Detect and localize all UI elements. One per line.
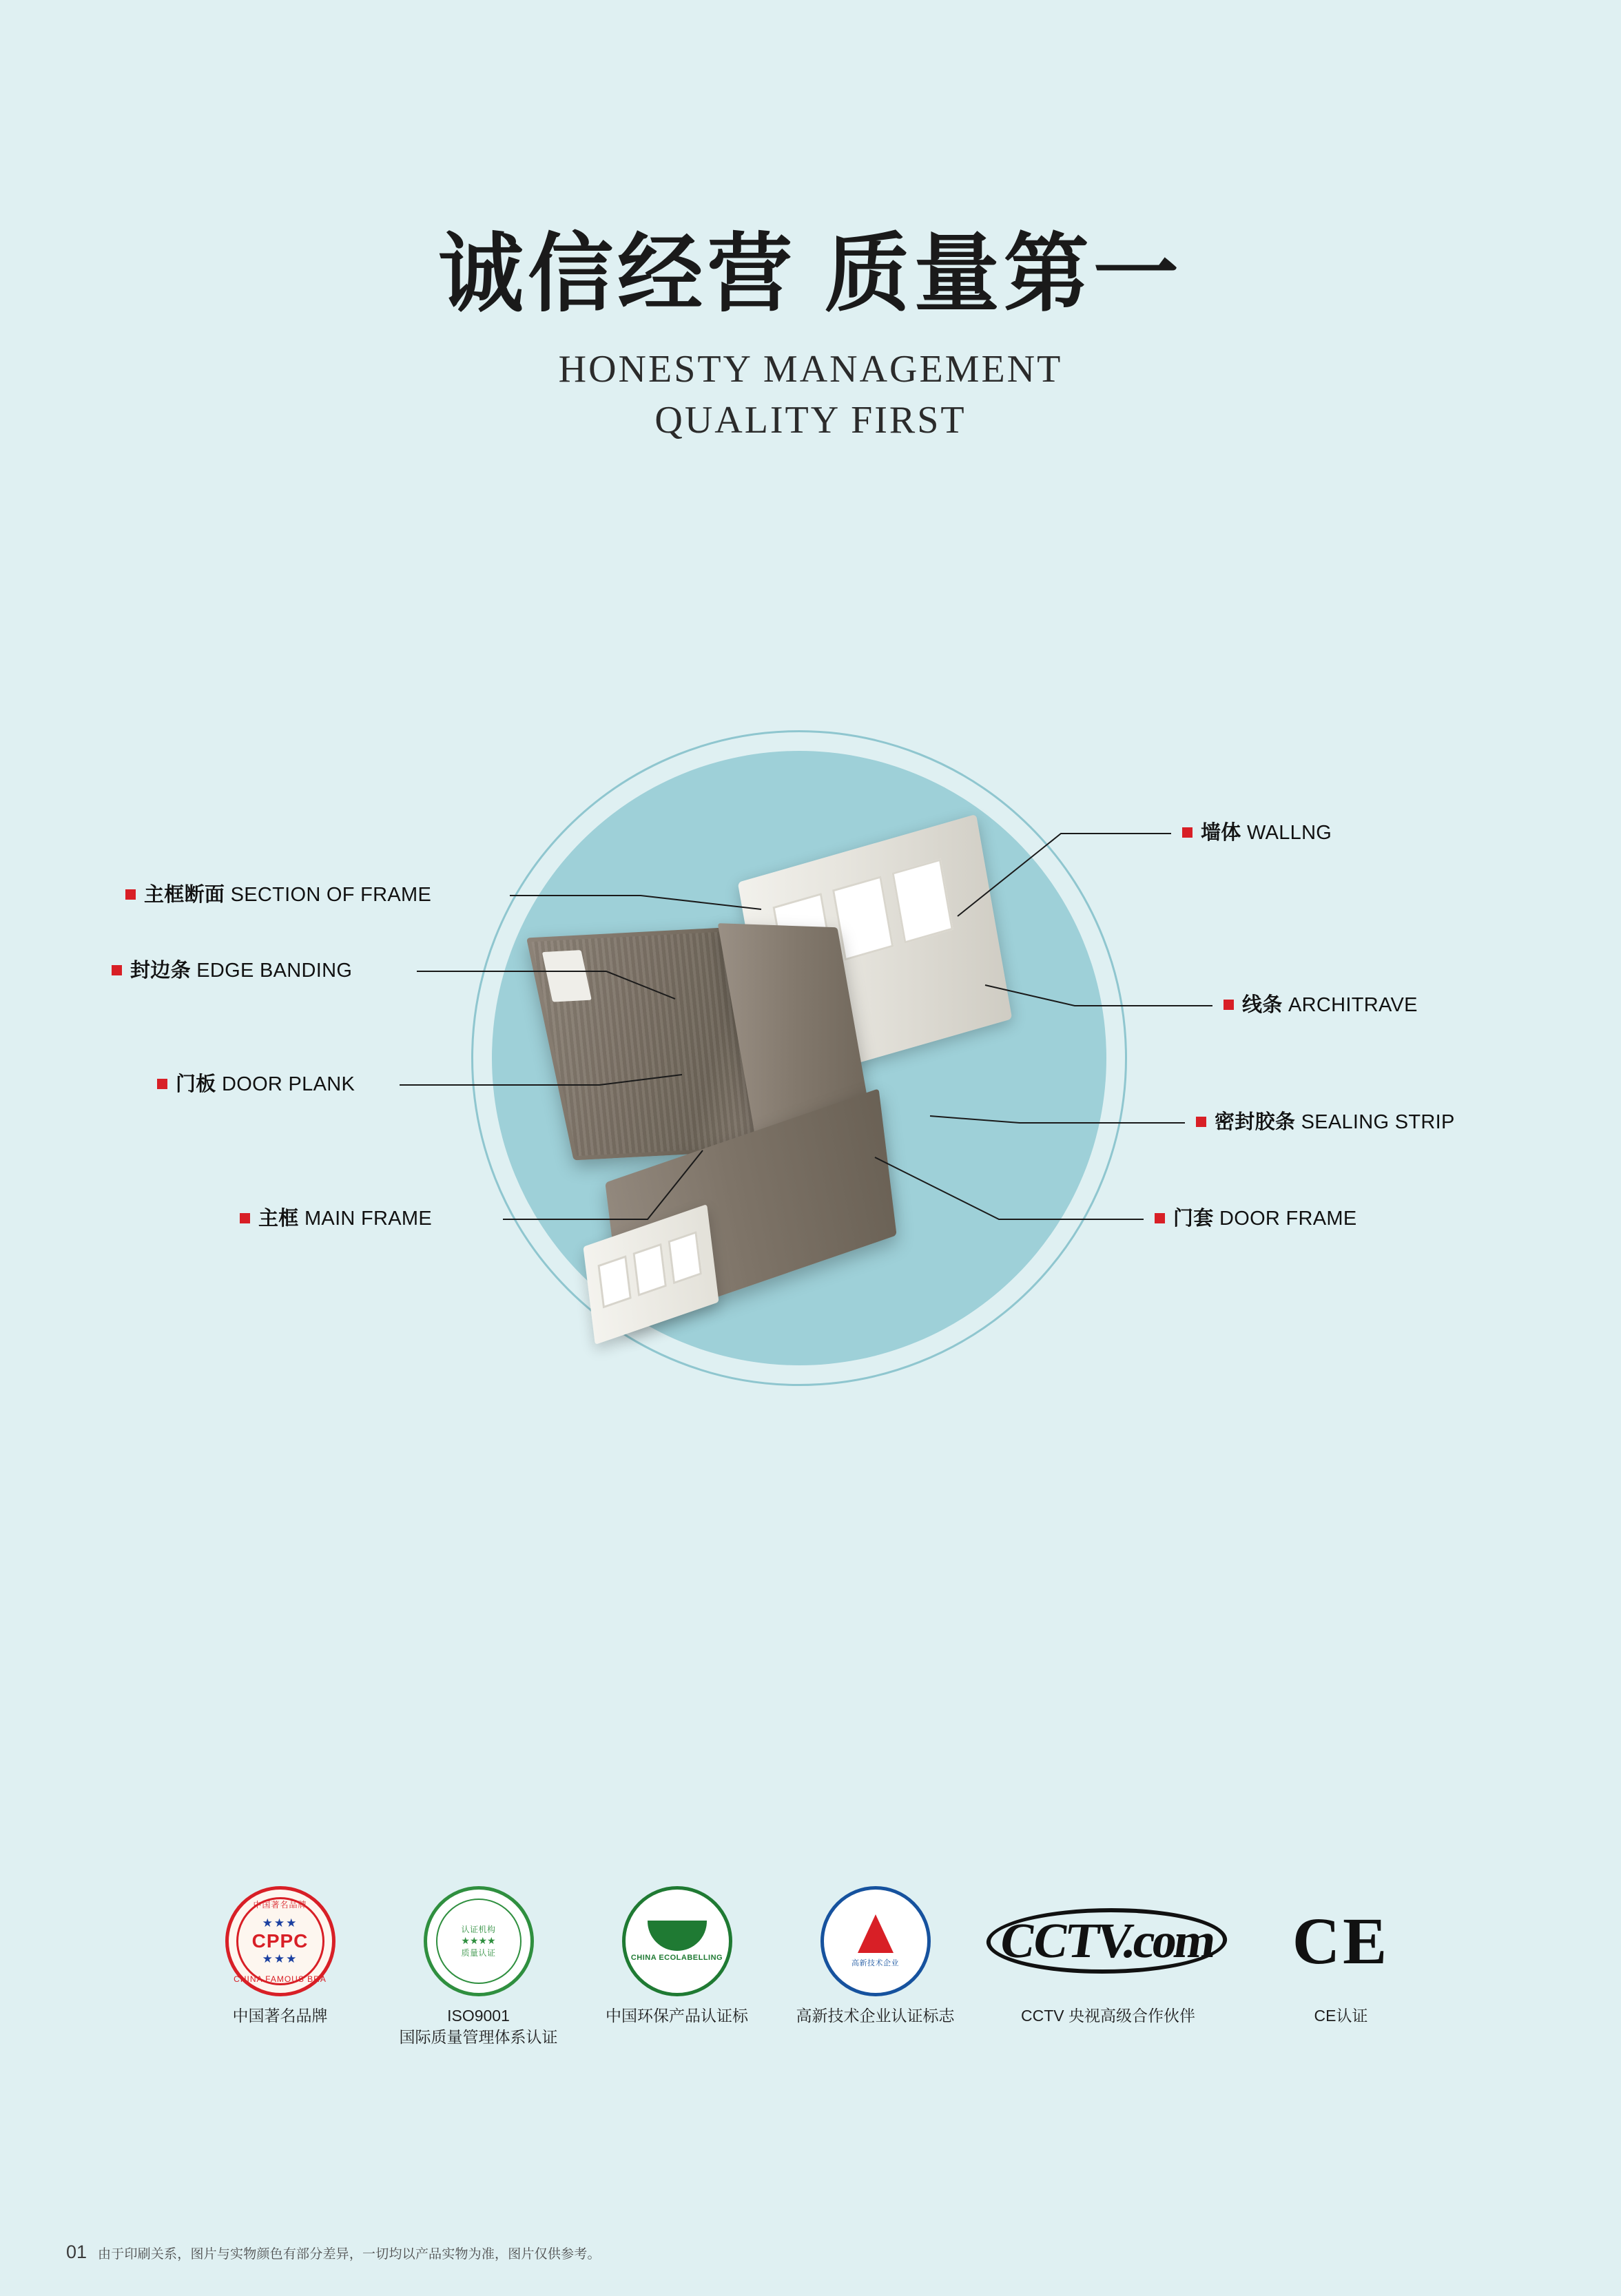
certification-item-high-tech [796, 1881, 955, 2027]
callout-edge-banding [112, 955, 352, 983]
callout-section-of-frame-cn: 主框断面 [144, 884, 225, 906]
cppc-arc-top: 中国著名品牌 [253, 1899, 307, 1910]
callout-edge-banding-cn: 封边条 [130, 960, 191, 982]
product-diagram [0, 710, 1621, 1743]
callout-architrave-en: ARCHITRAVE [1288, 994, 1418, 1016]
iso9001-arc-bottom: 质量认证 [461, 1948, 496, 1958]
bullet-icon [157, 1079, 167, 1089]
ecolabelling-label: 中国环保产品认证标 [606, 2007, 748, 2025]
callout-architrave-cn: 线条 [1242, 994, 1283, 1016]
callout-door-frame-cn: 门套 [1173, 1208, 1214, 1230]
iso9001-label-line2: 国际质量管理体系认证 [399, 2028, 558, 2047]
iso9001-seal-icon [424, 1886, 534, 1996]
callout-main-frame-en: MAIN FRAME [304, 1208, 433, 1230]
callout-sealing-strip-cn: 密封胶条 [1215, 1111, 1296, 1133]
callout-sealing-strip [1196, 1106, 1455, 1135]
bullet-icon [1182, 827, 1192, 838]
page-subtitle [0, 344, 1621, 446]
cctv-logo-icon [987, 1908, 1230, 1974]
cppc-label: 中国著名品牌 [232, 2007, 328, 2025]
cppc-seal-inner [236, 1897, 324, 1985]
callout-main-frame [240, 1203, 432, 1231]
bullet-icon [1196, 1117, 1206, 1127]
cppc-arc-bottom: CHINA FAMOUS BRA [234, 1974, 327, 1984]
callout-edge-banding-en: EDGE BANDING [196, 960, 353, 982]
callout-architrave [1224, 989, 1418, 1017]
page-title: 诚信经营 质量第一 [438, 227, 1183, 322]
certification-item-iso9001 [400, 1881, 558, 2048]
cctv-label: CCTV 央视高级合作伙伴 [1021, 2007, 1195, 2025]
certification-item-ce [1262, 1881, 1421, 2027]
callout-door-frame-en: DOOR FRAME [1219, 1208, 1357, 1230]
certification-strip [0, 1881, 1621, 2048]
bullet-icon [112, 965, 122, 975]
flame-icon [858, 1914, 894, 1953]
cppc-badge [201, 1881, 360, 2001]
page-footer [66, 2242, 601, 2263]
ce-label: CE认证 [1314, 2007, 1368, 2025]
high-tech-label: 高新技术企业认证标志 [796, 2007, 955, 2025]
bullet-icon [1224, 1000, 1234, 1010]
cppc-badge-text: CPPC [251, 1930, 309, 1952]
bullet-icon [1155, 1213, 1165, 1223]
ecolabelling-badge [598, 1881, 756, 2001]
iso9001-stars: ★★★★ [461, 1935, 496, 1946]
callout-section-of-frame [125, 879, 431, 907]
iso9001-label-line1: ISO9001 [447, 2007, 510, 2025]
callout-wall [1182, 817, 1332, 845]
certification-item-cppc [201, 1881, 360, 2027]
cppc-stars: ★★★ [262, 1916, 298, 1930]
main-frame-section-end [583, 1204, 719, 1345]
page-subtitle-line1: HONESTY MANAGEMENT [558, 348, 1063, 391]
callout-main-frame-cn: 主框 [258, 1208, 299, 1230]
cppc-stars-2: ★★★ [262, 1952, 298, 1965]
callout-wall-en: WALLNG [1246, 822, 1332, 844]
callout-section-of-frame-en: SECTION OF FRAME [230, 884, 432, 906]
high-tech-badge-text: 高新技术企业 [851, 1958, 899, 1967]
page-header [0, 227, 1621, 446]
ecolabelling-badge-text: CHINA ECOLABELLING [630, 1953, 723, 1962]
bullet-icon [240, 1213, 250, 1223]
callout-door-plank [157, 1068, 355, 1097]
callout-door-plank-en: DOOR PLANK [221, 1073, 355, 1095]
callout-sealing-strip-en: SEALING STRIP [1301, 1111, 1455, 1133]
ecolabelling-seal-icon [622, 1886, 732, 1996]
plank-cavity [542, 950, 592, 1002]
frame-cavity [832, 876, 894, 960]
footer-disclaimer: 由于印刷关系，图片与实物颜色有部分差异，一切均以产品实物为准，图片仅供参考。 [98, 2247, 601, 2262]
callout-door-frame [1155, 1203, 1357, 1231]
callout-door-plank-cn: 门板 [176, 1073, 216, 1095]
iso9001-arc-top: 认证机构 [461, 1925, 496, 1934]
bullet-icon [125, 889, 136, 900]
iso9001-badge [400, 1881, 558, 2001]
high-tech-badge [796, 1881, 955, 2001]
callout-wall-cn: 墙体 [1201, 822, 1241, 844]
frame-cavity [891, 858, 953, 943]
frame-cavity [633, 1243, 667, 1296]
cctv-badge [995, 1881, 1222, 2001]
cctv-logo-text: CCTV.com [982, 1908, 1231, 1974]
certification-item-ecolabelling [598, 1881, 756, 2027]
frame-cavity [668, 1231, 702, 1284]
page-number: 01 [66, 2242, 87, 2262]
ce-badge [1262, 1881, 1421, 2001]
iso9001-label [400, 2005, 558, 2048]
page-subtitle-line2: QUALITY FIRST [654, 399, 967, 442]
high-tech-seal-icon [820, 1886, 931, 1996]
door-frame-product-photo [537, 840, 1061, 1378]
ce-mark-icon: CE [1292, 1904, 1390, 1978]
leaf-icon [648, 1921, 707, 1951]
cppc-seal-icon [225, 1886, 335, 1996]
frame-cavity [597, 1255, 631, 1308]
iso9001-seal-inner [436, 1899, 522, 1984]
certification-item-cctv [995, 1881, 1222, 2027]
